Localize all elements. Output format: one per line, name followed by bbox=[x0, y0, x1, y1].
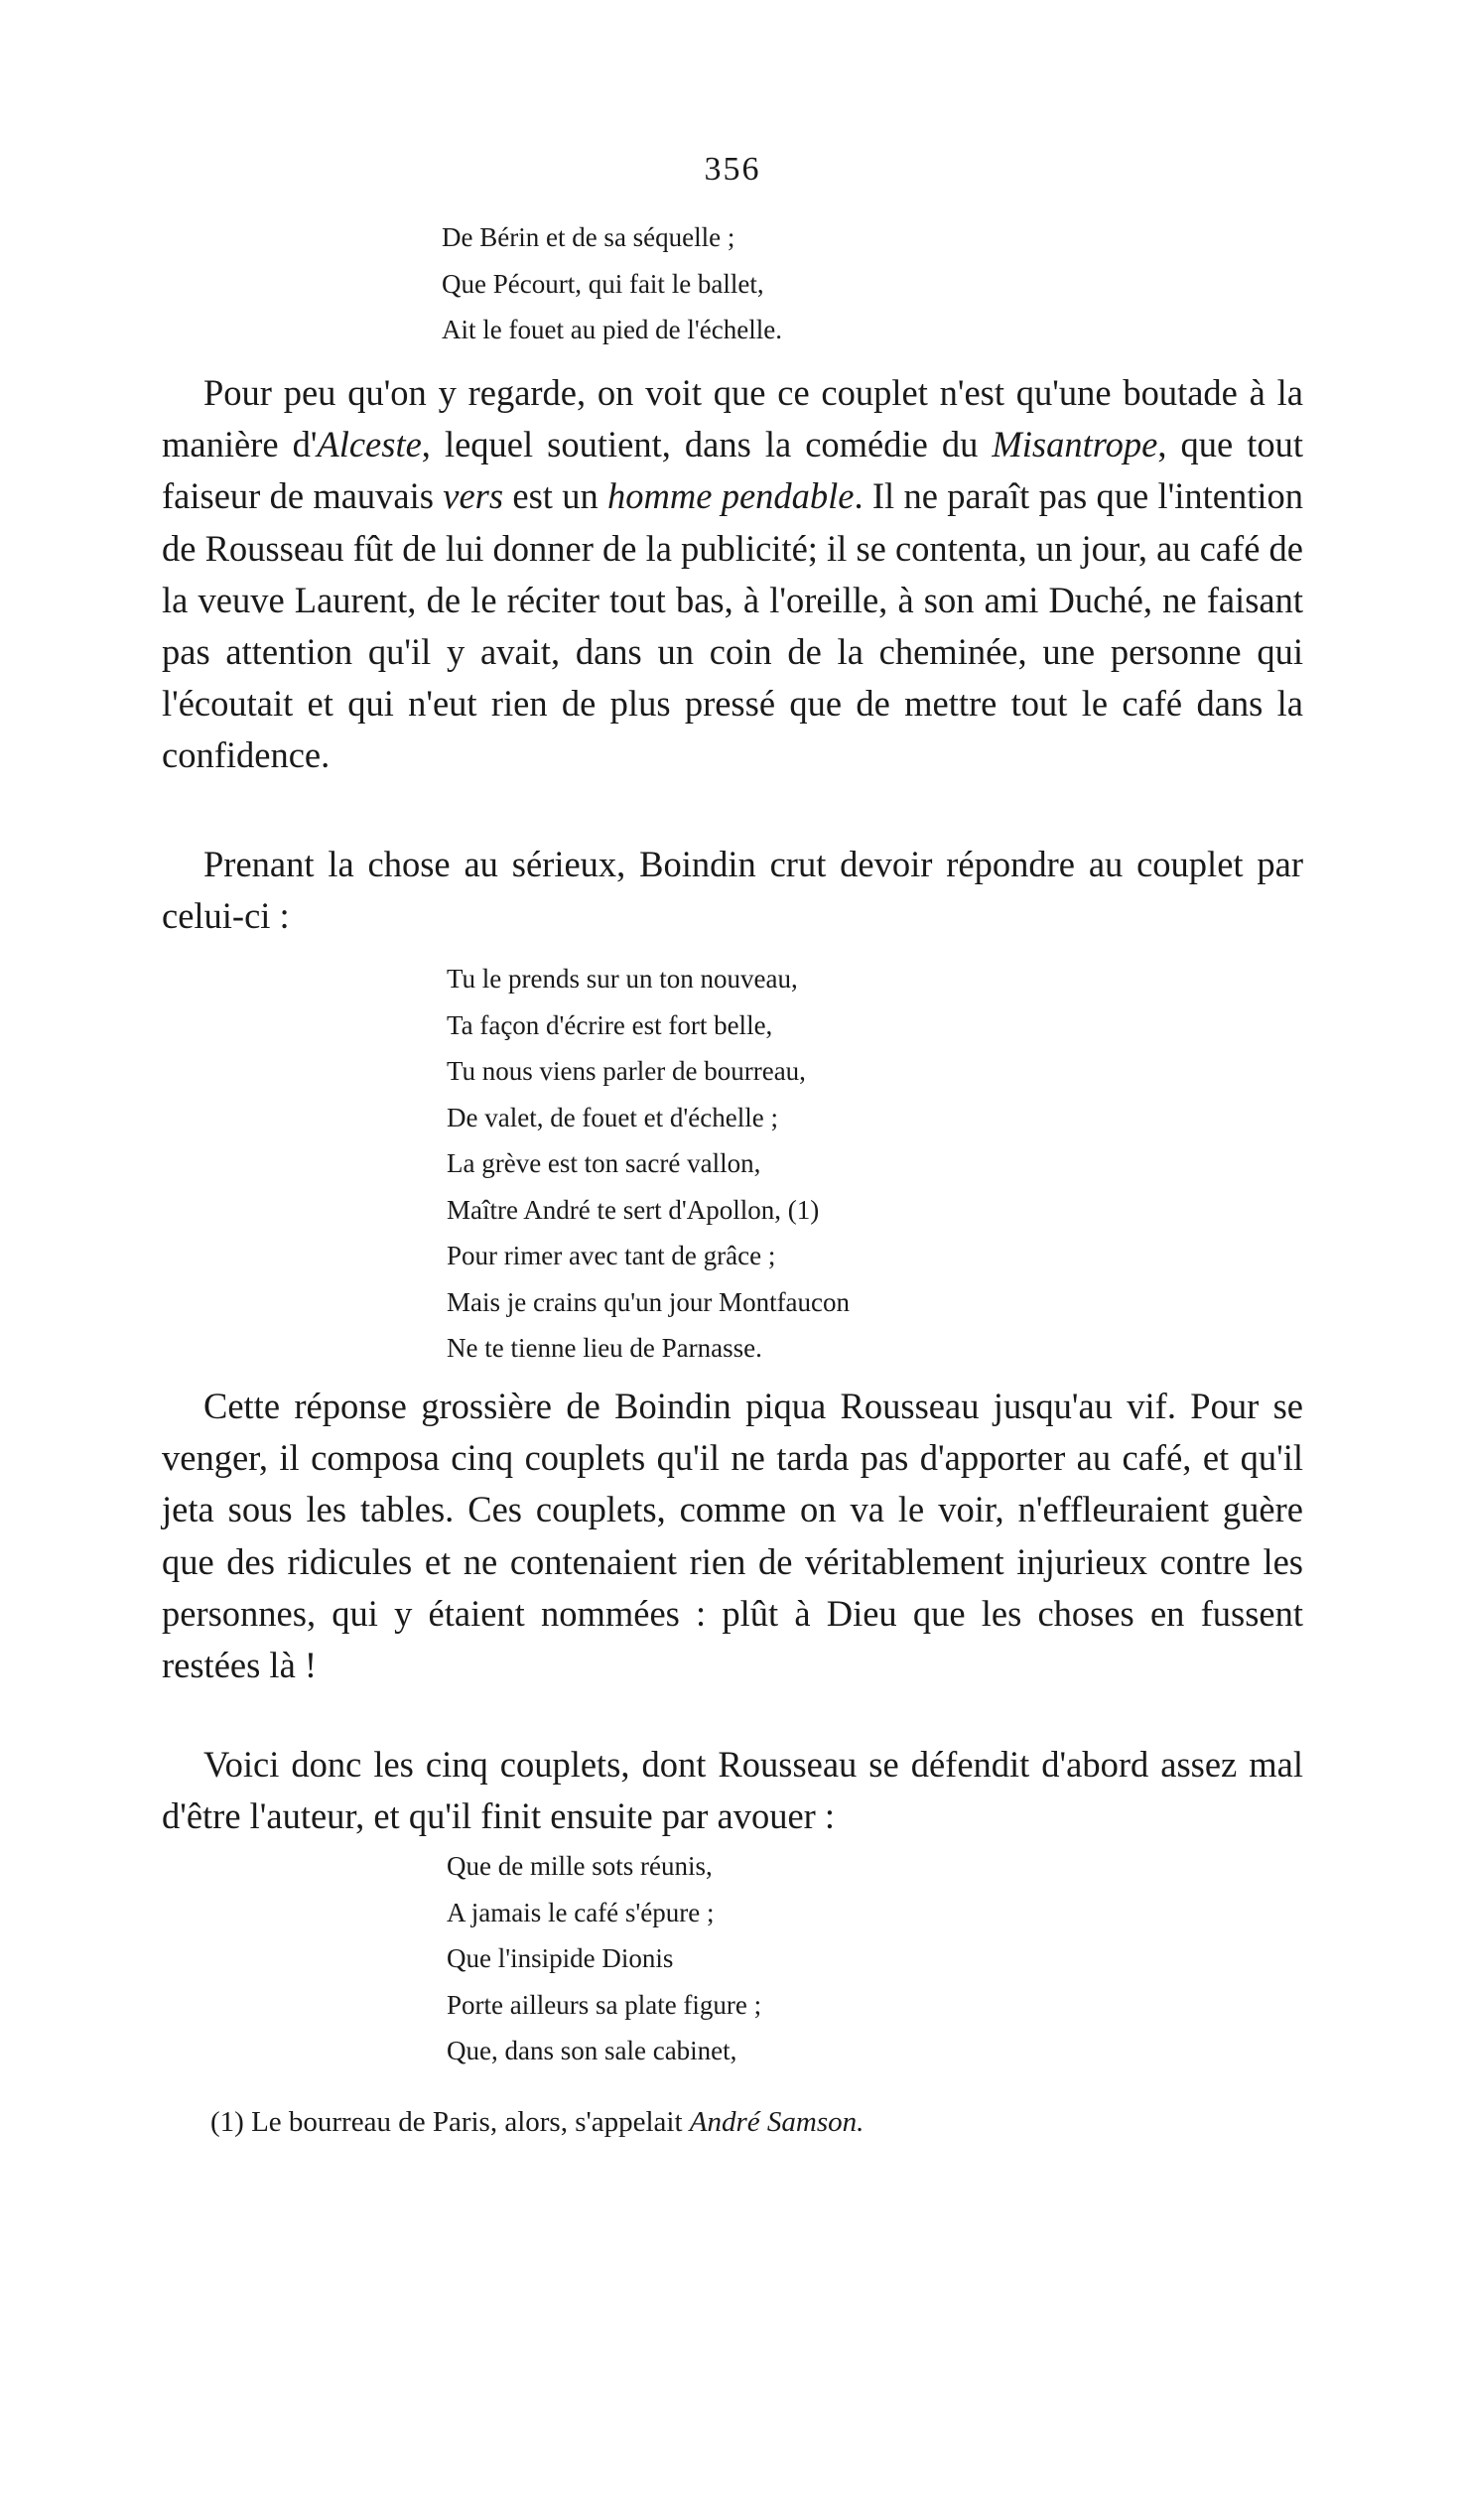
verse-line: Que Pécourt, qui fait le ballet, bbox=[442, 268, 764, 299]
italic-run: Misantrope bbox=[992, 424, 1158, 465]
footnote bbox=[210, 2106, 864, 2139]
footnote-text: (1) Le bourreau de Paris, alors, s'appelait bbox=[210, 2106, 690, 2138]
paragraph-1 bbox=[162, 367, 1303, 782]
text-run: Pour peu qu'on y regarde, on voit que ce couplet n'est qu'une boutade à la manière d' bbox=[162, 372, 1303, 465]
text-run: , que tout faiseur de mauvais bbox=[162, 424, 1304, 517]
text-run: . Il ne paraît pas que l'intention de Rousseau fût de lui donner de la publicité; il se contenta, un jour, au café de la veuve Laurent, de le réciter tout bas, à l'oreille, à son ami Duché, ne faisant pas attention qu'il y avait, dans un coin de la cheminée, une personne qui l'écoutait et qui n'eut rien de plus pressé que de mettre tout le café dans la confidence. bbox=[162, 475, 1303, 776]
verse-line: Que de mille sots réunis, bbox=[447, 1851, 713, 1881]
verse-line: Que l'insipide Dionis bbox=[447, 1943, 674, 1973]
page-number: 356 bbox=[704, 151, 761, 188]
verse-block-3 bbox=[447, 1843, 761, 2074]
paragraph-text: Prenant la chose au sérieux, Boindin crut devoir répondre au couplet par celui-ci : bbox=[162, 844, 1303, 937]
footnote-italic: André Samson. bbox=[689, 2106, 865, 2138]
verse-line: Tu le prends sur un ton nouveau, bbox=[447, 964, 798, 994]
verse-line: Ait le fouet au pied de l'échelle. bbox=[442, 315, 782, 344]
paragraph-4 bbox=[162, 1739, 1303, 1842]
verse-line: A jamais le café s'épure ; bbox=[447, 1897, 715, 1927]
text-run: , lequel soutient, dans la comédie du bbox=[421, 424, 993, 465]
verse-line: Mais je crains qu'un jour Montfaucon bbox=[447, 1286, 851, 1317]
verse-line: Pour rimer avec tant de grâce ; bbox=[447, 1241, 776, 1270]
verse-line: La grève est ton sacré vallon, bbox=[447, 1148, 761, 1178]
text-run: est un bbox=[503, 475, 607, 517]
verse-line: Ta façon d'écrire est fort belle, bbox=[447, 1009, 773, 1040]
verse-block-1 bbox=[442, 214, 782, 353]
verse-line: Maître André te sert d'Apollon, (1) bbox=[447, 1194, 820, 1225]
paragraph-text: Voici donc les cinq couplets, dont Rousseau se défendit d'abord assez mal d'être l'auteur, et qu'il finit ensuite par avouer : bbox=[162, 1744, 1303, 1837]
paragraph-text: Cette réponse grossière de Boindin piqua Rousseau jusqu'au vif. Pour se venger, il composa cinq couplets qu'il ne tarda pas d'apporter au café, et qu'il jeta sous les tables. Ces couplets, comme on va le voir, n'effleuraient guère que des ridicules et ne contenaient rien de véritablement injurieux contre les personnes, qui y étaient nommées : plût à Dieu que les choses en fussent restées là ! bbox=[162, 1386, 1303, 1686]
verse-line: Tu nous viens parler de bourreau, bbox=[447, 1056, 806, 1086]
verse-line: De Bérin et de sa séquelle ; bbox=[442, 222, 735, 252]
verse-block-2 bbox=[447, 956, 850, 1372]
verse-line: Ne te tienne lieu de Parnasse. bbox=[447, 1333, 762, 1363]
paragraph-2 bbox=[162, 839, 1303, 942]
italic-run: vers bbox=[443, 475, 504, 517]
italic-run: Alceste bbox=[317, 424, 422, 465]
verse-line: De valet, de fouet et d'échelle ; bbox=[447, 1102, 778, 1132]
italic-run: homme pendable bbox=[606, 475, 855, 517]
paragraph-3 bbox=[162, 1381, 1303, 1691]
verse-line: Que, dans son sale cabinet, bbox=[447, 2036, 737, 2065]
verse-line: Porte ailleurs sa plate figure ; bbox=[447, 1989, 762, 2020]
